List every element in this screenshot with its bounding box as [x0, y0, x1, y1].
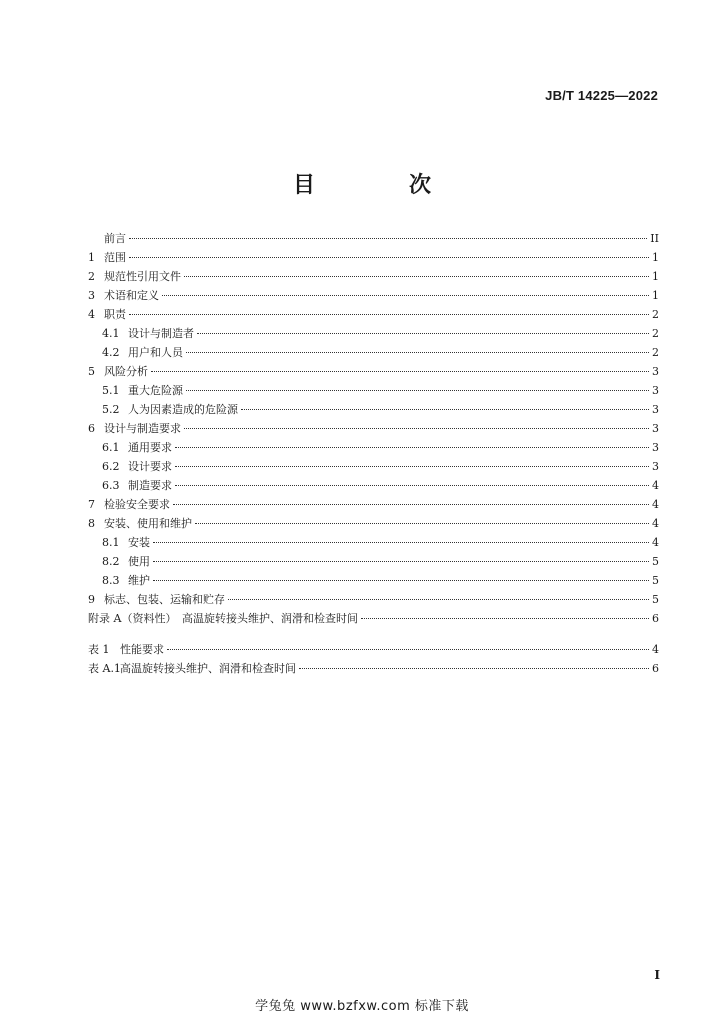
toc-entry-page: 2 [652, 308, 659, 321]
toc-leader-dots [195, 522, 649, 524]
toc-entry-page: 2 [652, 327, 659, 340]
toc-entry-number: 表 1 [88, 643, 110, 656]
toc-entry[interactable] [88, 343, 659, 362]
toc-entry[interactable] [88, 609, 659, 628]
toc-entry-label: 规范性引用文件 [104, 270, 181, 283]
table-of-contents [88, 229, 659, 678]
toc-entry-number: 7 [88, 498, 95, 511]
toc-entry-page: 5 [652, 574, 659, 587]
toc-entry[interactable] [88, 457, 659, 476]
toc-entry-page: 3 [652, 460, 659, 473]
toc-leader-dots [153, 541, 649, 543]
toc-entry-number: 1 [88, 251, 95, 264]
toc-entry[interactable] [88, 400, 659, 419]
toc-entry-page: 6 [652, 662, 659, 675]
toc-leader-dots [197, 332, 649, 334]
toc-leader-dots [129, 256, 649, 258]
toc-entry[interactable] [88, 495, 659, 514]
toc-entry-label: 标志、包装、运输和贮存 [104, 593, 225, 606]
toc-entry-number: 5.1 [102, 384, 120, 397]
toc-leader-dots [361, 617, 649, 619]
toc-entry-page: 3 [652, 365, 659, 378]
toc-leader-dots [184, 275, 649, 277]
toc-entry[interactable] [88, 590, 659, 609]
toc-leader-dots [184, 427, 649, 429]
toc-entry-number: 5.2 [102, 403, 120, 416]
toc-leader-dots [153, 579, 649, 581]
toc-entry[interactable] [88, 571, 659, 590]
toc-entry[interactable] [88, 248, 659, 267]
toc-entry-page: 3 [652, 384, 659, 397]
toc-leader-dots [129, 313, 649, 315]
toc-entry-number: 6.2 [102, 460, 120, 473]
toc-entry-page: 4 [652, 536, 659, 549]
toc-entry-page: 1 [652, 251, 659, 264]
toc-entry-label: 人为因素造成的危险源 [128, 403, 238, 416]
toc-entry-label: 重大危险源 [128, 384, 183, 397]
toc-entry-label: 附录 A（资料性） 高温旋转接头维护、润滑和检查时间 [88, 612, 358, 625]
toc-entry-page: 1 [652, 270, 659, 283]
toc-entry-page: 2 [652, 346, 659, 359]
toc-entry-number: 6.1 [102, 441, 120, 454]
toc-entry-number: 5 [88, 365, 95, 378]
toc-entry[interactable] [88, 267, 659, 286]
toc-entry-label: 设计与制造要求 [104, 422, 181, 435]
toc-entry-label: 职责 [104, 308, 126, 321]
toc-leader-dots [173, 503, 649, 505]
toc-leader-dots [299, 667, 649, 669]
watermark-footer: 学兔兔 www.bzfxw.com 标准下载 [255, 999, 469, 1014]
standard-code: JB/T 14225—2022 [545, 88, 658, 103]
toc-entry-page: 6 [652, 612, 659, 625]
toc-entry-page: 3 [652, 441, 659, 454]
toc-entry-number: 6 [88, 422, 95, 435]
toc-entry[interactable] [88, 552, 659, 571]
toc-leader-dots [186, 389, 649, 391]
page-number: I [654, 968, 660, 982]
toc-entry-page: 5 [652, 593, 659, 606]
toc-entry-label: 用户和人员 [128, 346, 183, 359]
toc-entry[interactable] [88, 533, 659, 552]
toc-leader-dots [175, 465, 649, 467]
toc-entry-label: 制造要求 [128, 479, 172, 492]
toc-entry-label: 使用 [128, 555, 150, 568]
toc-entry-page: 4 [652, 498, 659, 511]
toc-entry-number: 4.1 [102, 327, 120, 340]
toc-leader-dots [162, 294, 649, 296]
toc-leader-dots [129, 237, 647, 239]
toc-entry[interactable] [88, 476, 659, 495]
toc-entry-page: 1 [652, 289, 659, 302]
toc-entry[interactable] [88, 305, 659, 324]
page-title: 目 次 [292, 173, 467, 198]
toc-entry[interactable] [88, 659, 659, 678]
toc-entry[interactable] [88, 229, 659, 248]
toc-entry-number: 9 [88, 593, 95, 606]
toc-entry-label: 前言 [104, 232, 126, 245]
toc-entry[interactable] [88, 514, 659, 533]
toc-entry-number: 4.2 [102, 346, 120, 359]
toc-entry-page: 4 [652, 517, 659, 530]
toc-entry-label: 检验安全要求 [104, 498, 170, 511]
toc-entry-page: 5 [652, 555, 659, 568]
toc-leader-dots [167, 648, 649, 650]
toc-entry-page: 3 [652, 403, 659, 416]
toc-entry-label: 通用要求 [128, 441, 172, 454]
toc-entry-page: 3 [652, 422, 659, 435]
toc-entry-number: 8 [88, 517, 95, 530]
toc-leader-dots [175, 446, 649, 448]
toc-entry-label: 范围 [104, 251, 126, 264]
toc-leader-dots [151, 370, 649, 372]
toc-entry-number: 8.1 [102, 536, 120, 549]
toc-entry-label: 维护 [128, 574, 150, 587]
toc-entry-page: II [650, 232, 659, 245]
toc-entry-page: 4 [652, 643, 659, 656]
toc-entry-label: 安装、使用和维护 [104, 517, 192, 530]
toc-entry[interactable] [88, 381, 659, 400]
toc-leader-dots [153, 560, 649, 562]
toc-entry-number: 8.2 [102, 555, 120, 568]
toc-entry-label: 设计与制造者 [128, 327, 194, 340]
toc-leader-dots [241, 408, 649, 410]
toc-entry-label: 设计要求 [128, 460, 172, 473]
toc-entry[interactable] [88, 438, 659, 457]
toc-leader-dots [186, 351, 649, 353]
toc-entry-number: 表 A.1 [88, 662, 121, 675]
toc-entry-number: 2 [88, 270, 95, 283]
toc-entry-page: 4 [652, 479, 659, 492]
toc-entry-label: 性能要求 [120, 643, 164, 656]
toc-entry-label: 安装 [128, 536, 150, 549]
toc-entry[interactable] [88, 362, 659, 381]
toc-entry[interactable] [88, 324, 659, 343]
toc-entry-number: 6.3 [102, 479, 120, 492]
toc-entry[interactable] [88, 286, 659, 305]
toc-entry[interactable] [88, 640, 659, 659]
toc-leader-dots [175, 484, 649, 486]
toc-entry-label: 风险分析 [104, 365, 148, 378]
toc-entry-label: 高温旋转接头维护、润滑和检查时间 [120, 662, 296, 675]
toc-entry[interactable] [88, 419, 659, 438]
toc-entry-number: 4 [88, 308, 95, 321]
toc-entry-label: 术语和定义 [104, 289, 159, 302]
toc-entry-number: 8.3 [102, 574, 120, 587]
toc-entry-number: 3 [88, 289, 95, 302]
toc-leader-dots [228, 598, 649, 600]
